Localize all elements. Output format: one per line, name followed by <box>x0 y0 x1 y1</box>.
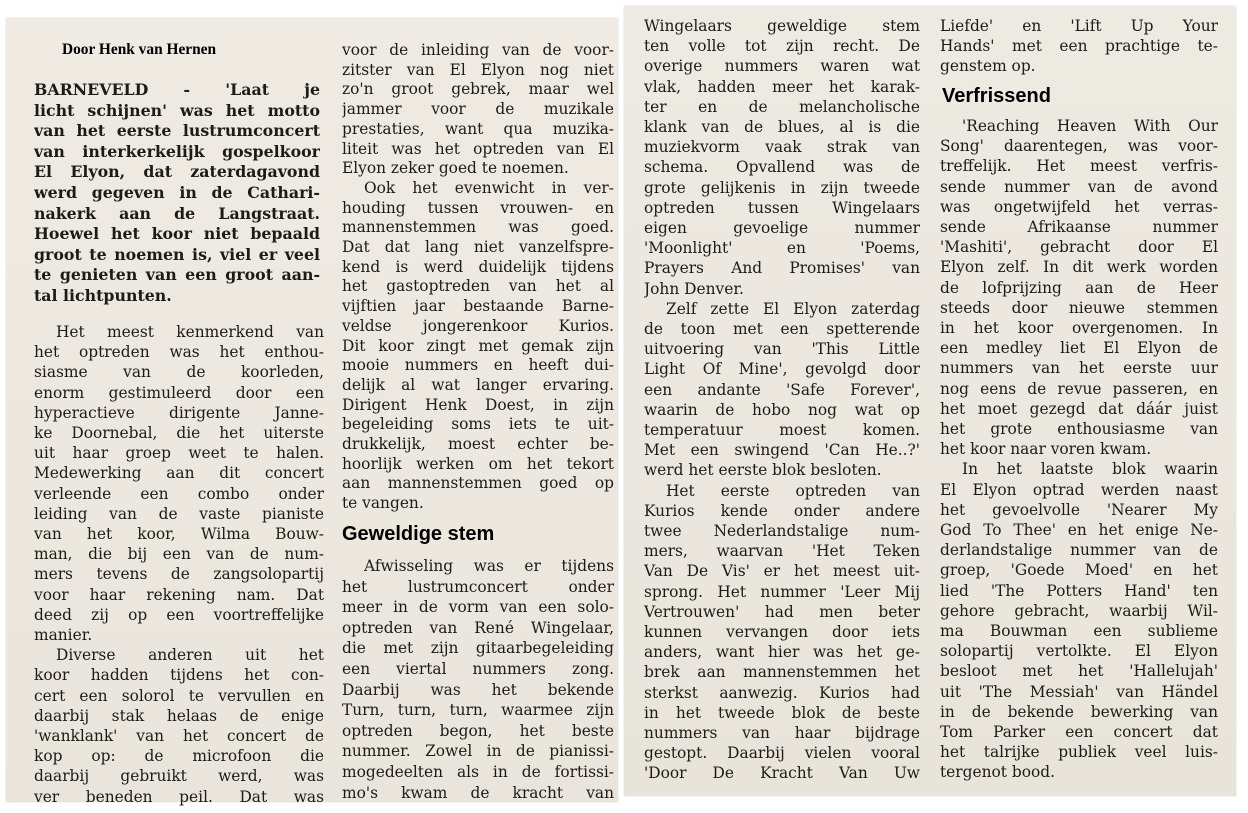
col4b-line: God To Thee' en het enige Ne- <box>940 521 1218 539</box>
col3-line: Prayers And Promises' van <box>644 259 920 278</box>
col3-line: muziekvorm vaak strak van <box>644 138 920 157</box>
col4b-line: tergenot bood. <box>940 763 1055 782</box>
col2a-line: liteit was het optreden van El <box>342 139 614 158</box>
col4b-line: ma Bouwman een sublieme <box>940 622 1218 640</box>
col4b-line: het gevoelvolle 'Nearer My <box>940 500 1218 519</box>
intro-line: van interkerkelijk gospelkoor <box>34 141 320 161</box>
col3-line: John Denver. <box>644 279 744 298</box>
col3-line: temperatuur moest komen. <box>644 421 920 439</box>
col3-line: ten volle tot zijn recht. De <box>644 37 920 56</box>
col4b-line: het grote enthousiasme van <box>940 420 1218 438</box>
col2b-line: mo's kwam de kracht van <box>342 783 614 802</box>
col1-line: Diverse anderen uit het <box>56 646 324 665</box>
clipping-left <box>6 18 618 806</box>
col2a-line: begeleiding soms iets te uit- <box>342 415 614 434</box>
col3-line: Kurios kende onder andere <box>644 501 920 520</box>
col3-line: Van De Vis' er het meest uit- <box>644 562 920 581</box>
col3-line: 'Moonlight' en 'Poems, <box>644 239 920 258</box>
col4b-line: het talrijke publiek veel luis- <box>940 743 1218 762</box>
col2b-line: Afwisseling was er tijdens <box>364 557 614 575</box>
col2b-line: nummer. Zowel in de pianissi- <box>342 742 614 761</box>
col1-line: deed zij op een voortreffelijke <box>34 605 324 624</box>
col4b-line: besloot met het 'Hallelujah' <box>940 662 1218 681</box>
col4b-line: een medley liet El Elyon de <box>940 339 1218 358</box>
col2a-line: vijftien jaar bestaande Barne- <box>342 297 614 316</box>
col4b-line: de lofprijzing aan de Heer <box>940 278 1218 297</box>
col3-line: optreden tussen Wingelaars <box>644 198 920 217</box>
intro-line: licht schijnen' was het motto <box>34 100 320 120</box>
col3-line: Met een swingend 'Can He..?' <box>644 441 920 460</box>
col1-line: 'wanklank' van het concert de <box>34 727 324 745</box>
col2a-line: te vangen. <box>342 494 424 513</box>
col1-line: manier. <box>34 626 93 644</box>
col3-line: anders, want hier was het ge- <box>644 643 920 662</box>
col4b-line: Tom Parker een concert dat <box>940 723 1218 741</box>
col4b-line: derlandstalige nummer van de <box>940 541 1218 560</box>
subheading-verfrissend: Verfrissend <box>942 85 1051 107</box>
col3-line: Het eerste optreden van <box>666 481 920 500</box>
col1-line: daarbij gebruikt werd, was <box>34 767 324 786</box>
col4b-line: sende nummer van de avond <box>940 177 1218 196</box>
col4b-line: in de bekende bewerking van <box>940 702 1218 721</box>
col2a-line: Ook het evenwicht in ver- <box>364 178 614 197</box>
col4b-line: gehore gebracht, waarbij Wil- <box>940 601 1218 620</box>
col2a-line: voor de inleiding van de voor- <box>342 41 614 59</box>
col1-line: daarbij stak helaas de enige <box>34 706 324 725</box>
col4b-line: was ongetwijfeld het verras- <box>940 197 1218 216</box>
col4b-line: groep, 'Goede Moed' en het <box>940 561 1218 580</box>
col1-line: voor haar rekening nam. Dat <box>34 585 324 604</box>
col1-line: verleende een combo onder <box>34 484 324 503</box>
col3-line: nummers van haar bijdrage <box>644 724 920 742</box>
col3-line: grote gelijkenis in zijn tweede <box>644 178 920 197</box>
col3-line: brek aan mannenstemmen het <box>644 663 920 682</box>
col4b-line: treffelijk. Het meest verfris- <box>940 157 1218 176</box>
col4b-line: 'Mashiti', gebracht door El <box>940 238 1218 257</box>
col4b-line: in het koor overgenomen. In <box>940 319 1218 337</box>
col2a-line: veldse jongerenkoor Kurios. <box>342 316 614 335</box>
col4a-line: Hands' met een prachtige te- <box>940 37 1218 56</box>
col2b-line: die met zijn gitaarbegeleiding <box>342 639 614 658</box>
intro-line: van het eerste lustrumconcert <box>34 121 320 141</box>
col2a-line: houding tussen vrouwen- en <box>342 198 614 217</box>
intro-line: BARNEVELD - 'Laat je <box>34 80 320 99</box>
col4b-line: uit 'The Messiah' van Händel <box>940 682 1218 701</box>
col3-line: schema. Opvallend was de <box>644 158 920 177</box>
col3-line: de toon met een spetterende <box>644 320 920 338</box>
col4b-line: nog eens de revue passeren, en <box>940 379 1218 398</box>
col1-line: kop op: de microfoon die <box>34 747 324 766</box>
col3-line: twee Nederlandstalige num- <box>644 522 920 540</box>
col4a-line: Liefde' en 'Lift Up Your <box>940 17 1218 35</box>
col3-line: vlak, hadden meer het karak- <box>644 77 920 96</box>
col2b-line: meer in de vorm van een solo- <box>342 598 614 617</box>
col1-line: ver beneden peil. Dat was <box>34 787 324 806</box>
col3-line: uitvoering van 'This Little <box>644 340 920 359</box>
col2b-line: optreden van René Wingelaar, <box>342 618 614 637</box>
intro-line: te genieten van een groot aan- <box>34 265 320 285</box>
subheading-geweldige-stem: Geweldige stem <box>342 523 495 545</box>
col2a-line: zo'n groot gebrek, maar wel <box>342 80 614 99</box>
col1-line: leiding van de vaste pianiste <box>34 504 324 523</box>
col4b-line: Song' daarentegen, was voor- <box>940 137 1218 156</box>
col4b-line: Elyon zelf. In dit werk worden <box>940 258 1218 277</box>
col3-line: eigen gevoelige nummer <box>644 219 920 237</box>
col1-line: mers tevens de zangsolopartij <box>34 565 324 584</box>
col1-line: van het koor, Wilma Bouw- <box>34 525 324 543</box>
col2b-line: optreden begon, het beste <box>342 721 614 740</box>
col3-line: Zelf zette El Elyon zaterdag <box>666 299 920 318</box>
col2a-line: Dirigent Henk Doest, in zijn <box>342 395 614 414</box>
col2a-line: mannenstemmen was goed. <box>342 218 614 237</box>
col3-line: een andante 'Safe Forever', <box>644 380 920 399</box>
col4a-line: genstem op. <box>940 57 1036 76</box>
clipping-right <box>624 6 1236 796</box>
col2b-line: Turn, turn, turn, waarmee zijn <box>342 701 614 720</box>
col1-line: Medewerking aan dit concert <box>34 464 324 483</box>
col2b-line: het lustrumconcert onder <box>342 577 614 596</box>
col1-line: ke Doornebal, die het uiterste <box>34 424 324 442</box>
byline: Door Henk van Hernen <box>62 41 217 58</box>
col1-line: siasme van de koorleden, <box>34 363 324 382</box>
col3-line: ter en de melancholische <box>644 97 920 116</box>
col4b-line: sende Afrikaanse nummer <box>940 218 1218 236</box>
col2a-line: drukkelijk, moest echter be- <box>342 435 614 453</box>
col4b-line: nummers van het eerste uur <box>940 359 1218 378</box>
col3-line: Wingelaars geweldige stem <box>644 17 920 35</box>
col4b-line: El Elyon optrad werden naast <box>940 480 1218 499</box>
col4b-line: steeds door nieuwe stemmen <box>940 298 1218 317</box>
col1-line: Het meest kenmerkend van <box>56 323 324 341</box>
col3-line: sprong. Het nummer 'Leer Mij <box>644 582 920 601</box>
intro-line: El Elyon, dat zaterdagavond <box>34 162 320 182</box>
col3-line: klank van de blues, al is die <box>644 118 920 136</box>
col2a-line: Dat dat lang niet vanzelfspre- <box>342 238 614 256</box>
col1-line: man, die bij een van de num- <box>34 545 324 564</box>
col2a-line: delijk al wat langer ervaring. <box>342 375 614 394</box>
col3-line: sterkst aanwezig. Kurios had <box>644 683 920 702</box>
col2a-line: jammer voor de muzikale <box>342 100 614 119</box>
col2a-line: aan mannenstemmen goed op <box>342 474 614 493</box>
col3-line: werd het eerste blok besloten. <box>644 461 882 480</box>
col4b-line: het koor naar voren kwam. <box>940 440 1152 459</box>
col4b-line: 'Reaching Heaven With Our <box>962 117 1218 135</box>
col2a-line: het gastoptreden van het al <box>342 277 614 296</box>
col2b-line: een viertal nummers zong. <box>342 660 614 678</box>
col2a-line: Elyon zeker goed te noemen. <box>342 159 569 178</box>
intro-line: groot te noemen is, viel er veel <box>34 244 320 264</box>
intro-line: tal lichtpunten. <box>34 286 172 305</box>
col2a-line: hoorlijk werken om het tekort <box>342 454 614 473</box>
col4b-line: In het laatste blok waarin <box>962 460 1218 479</box>
col2a-line: prestaties, want qua muzika- <box>342 119 614 138</box>
col2b-line: Daarbij was het bekende <box>342 680 614 699</box>
col1-line: enorm gestimuleerd door een <box>34 383 324 402</box>
col4b-line: lied 'The Potters Hand' ten <box>940 581 1218 600</box>
col2b-line: mogedeelten als in de fortissi- <box>342 763 614 781</box>
col3-line: 'Door De Kracht Van Uw <box>644 764 920 783</box>
intro-line: Hoewel het koor niet bepaald <box>34 224 320 244</box>
col2a-line: kend is werd duidelijk tijdens <box>342 257 614 276</box>
col1-line: cert een solorol te vervullen en <box>34 686 324 705</box>
col3-line: kunnen vervangen door iets <box>644 623 920 641</box>
col3-line: waarin de hobo nog wat op <box>644 400 920 419</box>
intro-line: nakerk aan de Langstraat. <box>34 203 320 223</box>
col2a-line: mooie nummers en heeft dui- <box>342 356 614 375</box>
col1-line: het optreden was het enthou- <box>34 343 324 362</box>
col3-line: gestopt. Daarbij vielen vooral <box>644 744 920 763</box>
col4b-line: solopartij vertolkte. El Elyon <box>940 642 1218 661</box>
col4b-line: het moet gezegd dat dáár juist <box>940 399 1218 418</box>
col3-line: mers, waarvan 'Het Teken <box>644 542 920 561</box>
col3-line: overige nummers waren wat <box>644 57 920 76</box>
intro-line: werd gegeven in de Cathari- <box>34 183 320 202</box>
col3-line: Vertrouwen' had men beter <box>644 602 920 621</box>
col3-line: Light Of Mine', gevolgd door <box>644 360 920 379</box>
col1-line: koor hadden tijdens het con- <box>34 666 324 685</box>
col1-line: hyperactieve dirigente Janne- <box>34 403 324 422</box>
col2a-line: Dit koor zingt met gemak zijn <box>342 336 614 355</box>
col2a-line: zitster van El Elyon nog niet <box>342 60 614 79</box>
col1-line: uit haar groep weet te halen. <box>34 444 324 463</box>
col3-line: in het tweede blok de beste <box>644 703 920 722</box>
